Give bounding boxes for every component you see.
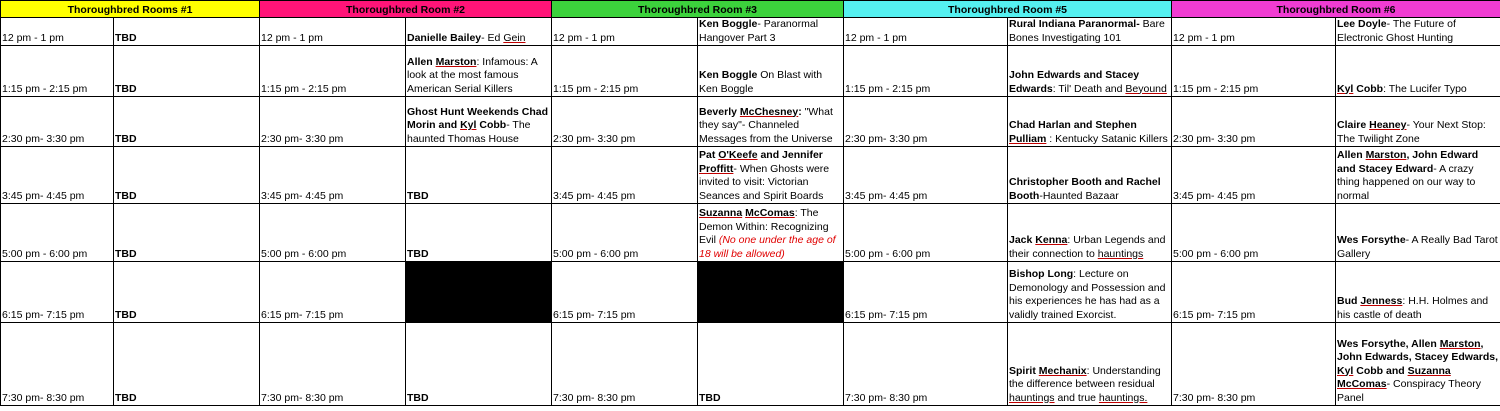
presenter-name: Proffitt bbox=[699, 162, 734, 175]
session-title: Bare Bones Investigating 101 bbox=[1009, 18, 1165, 44]
session-cell[interactable] bbox=[1008, 18, 1172, 46]
session-title: : Infamous: A look at the most famous American Serial Killers bbox=[407, 55, 538, 95]
presenter-name: Mechanix bbox=[1038, 364, 1087, 377]
presenter-name: Kyl bbox=[460, 119, 477, 131]
time-cell[interactable]: 2:30 pm- 3:30 pm bbox=[1172, 97, 1336, 147]
session-title: - The haunted Thomas House bbox=[407, 119, 531, 145]
presenter-name: , John Edwards, Stacey Edwards, bbox=[1337, 337, 1499, 363]
session-title: and true bbox=[1054, 391, 1099, 404]
session-title: - Your Next Stop: The Twilight Zone bbox=[1337, 119, 1486, 145]
time-cell[interactable]: 5:00 pm - 6:00 pm bbox=[1, 204, 114, 262]
header-room-5[interactable]: Thoroughbred Room #5 bbox=[844, 1, 1172, 18]
session-title: - A crazy thing happened on our way to normal bbox=[1337, 162, 1476, 202]
time-cell[interactable]: 12 pm - 1 pm bbox=[260, 18, 406, 46]
session-cell[interactable] bbox=[406, 97, 552, 147]
session-cell[interactable] bbox=[1008, 46, 1172, 97]
header-row bbox=[1, 1, 1500, 18]
session-cell[interactable]: TBD bbox=[114, 97, 260, 147]
session-title: : Lecture on Demonology and Possession and his experiences he has had as a validly trained Exorcist. bbox=[1009, 268, 1166, 321]
time-cell[interactable]: 1:15 pm - 2:15 pm bbox=[260, 46, 406, 97]
session-title: - The Future of Electronic Ghost Hunting bbox=[1337, 18, 1456, 44]
presenter-name: Bud bbox=[1337, 295, 1361, 307]
session-cell[interactable]: TBD bbox=[406, 147, 552, 204]
time-cell[interactable]: 6:15 pm- 7:15 pm bbox=[1172, 262, 1336, 323]
time-cell[interactable]: 3:45 pm- 4:45 pm bbox=[844, 147, 1008, 204]
header-room-3[interactable]: Thoroughbred Room #3 bbox=[552, 1, 844, 18]
presenter-name: Heaney bbox=[1369, 119, 1407, 131]
presenter-name: Cobb and bbox=[1353, 364, 1408, 377]
presenter-name: Suzanna bbox=[1407, 364, 1451, 377]
time-cell[interactable]: 6:15 pm- 7:15 pm bbox=[844, 262, 1008, 323]
session-title: Beyound bbox=[1125, 82, 1167, 95]
presenter-name: Spirit bbox=[1009, 364, 1039, 377]
session-cell[interactable] bbox=[698, 147, 844, 204]
session-cell[interactable]: TBD bbox=[114, 262, 260, 323]
session-cell[interactable] bbox=[1336, 18, 1500, 46]
presenter-name: O'Keefe bbox=[718, 149, 758, 161]
presenter-name: Allen bbox=[407, 55, 436, 68]
session-cell[interactable] bbox=[1336, 46, 1500, 97]
time-cell[interactable]: 7:30 pm- 8:30 pm bbox=[260, 323, 406, 406]
presenter-name: Christopher Booth and Rachel Booth bbox=[1009, 176, 1161, 202]
blocked-cell bbox=[406, 262, 552, 323]
session-title: "What they say"- Channeled Messages from the Universe bbox=[699, 105, 833, 145]
presenter-name: Marston bbox=[1439, 337, 1481, 350]
presenter-name: Bishop Long bbox=[1009, 268, 1074, 280]
table-row bbox=[1, 147, 1500, 204]
presenter-name: Chad Harlan and Stephen bbox=[1009, 119, 1137, 131]
session-cell[interactable] bbox=[698, 97, 844, 147]
session-title: : The Lucifer Typo bbox=[1383, 82, 1467, 95]
session-cell[interactable] bbox=[1008, 147, 1172, 204]
session-cell[interactable] bbox=[1008, 262, 1172, 323]
presenter-name: Jenness bbox=[1360, 295, 1403, 307]
time-cell[interactable]: 12 pm - 1 pm bbox=[1172, 18, 1336, 46]
presenter-name: Ghost Hunt Weekends Chad Morin and bbox=[407, 105, 548, 131]
time-cell[interactable]: 3:45 pm- 4:45 pm bbox=[1, 147, 114, 204]
session-title: - A Really Bad Tarot Gallery bbox=[1337, 234, 1498, 260]
presenter-name: Suzanna bbox=[699, 207, 743, 219]
time-cell[interactable]: 2:30 pm- 3:30 pm bbox=[260, 97, 406, 147]
presenter-name: Marston bbox=[435, 55, 477, 68]
presenter-name: and Jennifer bbox=[757, 149, 823, 161]
presenter-name: Kyl bbox=[1337, 82, 1354, 95]
time-cell[interactable]: 7:30 pm- 8:30 pm bbox=[1172, 323, 1336, 406]
presenter-name: Allen bbox=[1337, 149, 1366, 161]
table-row bbox=[1, 323, 1500, 406]
presenter-name: , John Edward and Stacey Edward bbox=[1337, 149, 1479, 175]
session-cell[interactable] bbox=[1008, 323, 1172, 406]
session-title: hauntings bbox=[1009, 391, 1055, 404]
table-row bbox=[1, 18, 1500, 46]
time-cell[interactable]: 7:30 pm- 8:30 pm bbox=[844, 323, 1008, 406]
age-restriction-note: (No one under the age of 18 will be allowed) bbox=[699, 234, 836, 260]
session-title: - Paranormal Hangover Part 3 bbox=[699, 18, 819, 44]
session-cell[interactable]: TBD bbox=[406, 323, 552, 406]
time-cell[interactable]: 7:30 pm- 8:30 pm bbox=[552, 323, 698, 406]
presenter-name: Rural Indiana Paranormal- bbox=[1009, 18, 1140, 30]
presenter-name: Kyl bbox=[1337, 364, 1354, 377]
session-title: : Til' Death and bbox=[1052, 82, 1126, 95]
time-cell[interactable]: 1:15 pm - 2:15 pm bbox=[1172, 46, 1336, 97]
time-cell[interactable]: 1:15 pm - 2:15 pm bbox=[844, 46, 1008, 97]
session-title: - Conspiracy Theory Panel bbox=[1337, 378, 1481, 404]
session-title: : Understanding the difference between residual bbox=[1009, 364, 1161, 390]
time-cell[interactable]: 3:45 pm- 4:45 pm bbox=[1172, 147, 1336, 204]
table-row bbox=[1, 97, 1500, 147]
presenter-name: Kenna bbox=[1035, 234, 1068, 246]
presenter-name: Cobb bbox=[1353, 82, 1384, 95]
session-cell[interactable]: TBD bbox=[114, 323, 260, 406]
session-cell[interactable] bbox=[698, 46, 844, 97]
presenter-name: McComas bbox=[1337, 378, 1387, 390]
table-row bbox=[1, 262, 1500, 323]
presenter-name: Ken Boggle bbox=[699, 18, 758, 30]
session-cell[interactable] bbox=[1336, 147, 1500, 204]
presenter-name: Ken Boggle bbox=[699, 69, 758, 81]
presenter-name: Wes Forsythe, Allen bbox=[1337, 337, 1440, 350]
time-cell[interactable]: 2:30 pm- 3:30 pm bbox=[552, 97, 698, 147]
session-title: Gein bbox=[503, 31, 526, 44]
session-title: : H.H. Holmes and his castle of death bbox=[1337, 295, 1489, 321]
time-cell[interactable]: 1:15 pm - 2:15 pm bbox=[552, 46, 698, 97]
session-title: On Blast with Ken Boggle bbox=[699, 69, 823, 95]
time-cell[interactable]: 3:45 pm- 4:45 pm bbox=[552, 147, 698, 204]
header-room-1[interactable]: Thoroughbred Rooms #1 bbox=[1, 1, 260, 18]
session-cell[interactable] bbox=[1336, 323, 1500, 406]
time-cell[interactable]: 12 pm - 1 pm bbox=[1, 18, 114, 46]
time-cell[interactable]: 7:30 pm- 8:30 pm bbox=[1, 323, 114, 406]
session-title: hauntings. bbox=[1098, 391, 1148, 404]
time-cell[interactable]: 5:00 pm - 6:00 pm bbox=[260, 204, 406, 262]
session-cell[interactable] bbox=[698, 204, 844, 262]
session-title: hauntings bbox=[1097, 247, 1144, 260]
session-cell[interactable] bbox=[1008, 97, 1172, 147]
session-title: - Ed bbox=[481, 31, 504, 44]
session-cell[interactable]: TBD bbox=[114, 18, 260, 46]
session-title: -Haunted Bazaar bbox=[1039, 189, 1119, 202]
time-cell[interactable]: 3:45 pm- 4:45 pm bbox=[260, 147, 406, 204]
time-cell[interactable]: 2:30 pm- 3:30 pm bbox=[844, 97, 1008, 147]
session-cell[interactable] bbox=[1336, 204, 1500, 262]
presenter-name: Jack bbox=[1009, 234, 1036, 246]
presenter-name: : bbox=[798, 105, 802, 118]
session-title: : The Demon Within: Recognizing Evil bbox=[699, 207, 829, 246]
presenter-name: Danielle Bailey bbox=[407, 31, 482, 44]
presenter-name: Pat bbox=[699, 149, 719, 161]
session-cell[interactable] bbox=[1336, 97, 1500, 147]
presenter-name: Lee Doyle bbox=[1337, 18, 1387, 30]
time-cell[interactable]: 5:00 pm - 6:00 pm bbox=[844, 204, 1008, 262]
blocked-cell bbox=[698, 262, 844, 323]
session-cell[interactable] bbox=[406, 18, 552, 46]
session-title: : Kentucky Satanic Killers bbox=[1046, 132, 1168, 145]
presenter-name: Wes Forsythe bbox=[1337, 234, 1406, 246]
presenter-name: Pulliam bbox=[1009, 132, 1047, 145]
session-cell[interactable] bbox=[1008, 204, 1172, 262]
session-cell[interactable] bbox=[1336, 262, 1500, 323]
session-cell[interactable]: TBD bbox=[114, 147, 260, 204]
table-row bbox=[1, 46, 1500, 97]
time-cell[interactable]: 6:15 pm- 7:15 pm bbox=[260, 262, 406, 323]
presenter-name: Claire bbox=[1337, 119, 1370, 131]
session-title: : Urban Legends and their connection to bbox=[1009, 234, 1166, 260]
presenter-name: McComas bbox=[745, 207, 795, 219]
time-cell[interactable]: 12 pm - 1 pm bbox=[844, 18, 1008, 46]
time-cell[interactable]: 6:15 pm- 7:15 pm bbox=[1, 262, 114, 323]
time-cell[interactable]: 12 pm - 1 pm bbox=[552, 18, 698, 46]
session-cell[interactable]: TBD bbox=[406, 204, 552, 262]
header-room-2[interactable]: Thoroughbred Room #2 bbox=[260, 1, 552, 18]
time-cell[interactable]: 6:15 pm- 7:15 pm bbox=[552, 262, 698, 323]
session-cell[interactable] bbox=[406, 46, 552, 97]
time-cell[interactable]: 5:00 pm - 6:00 pm bbox=[1172, 204, 1336, 262]
presenter-name: McChesney bbox=[739, 105, 799, 118]
time-cell[interactable]: 2:30 pm- 3:30 pm bbox=[1, 97, 114, 147]
table-row bbox=[1, 204, 1500, 262]
session-cell[interactable]: TBD bbox=[114, 46, 260, 97]
header-room-6[interactable]: Thoroughbred Room #6 bbox=[1172, 1, 1500, 18]
presenter-name: Beverly bbox=[699, 105, 740, 118]
session-cell[interactable] bbox=[698, 18, 844, 46]
session-cell[interactable]: TBD bbox=[114, 204, 260, 262]
session-cell[interactable]: TBD bbox=[698, 323, 844, 406]
session-title: - When Ghosts were invited to visit: Victorian Seances and Spirit Boards bbox=[699, 162, 830, 202]
presenter-name: John Edwards and Stacey Edwards bbox=[1009, 69, 1140, 95]
presenter-name: Cobb bbox=[476, 119, 507, 131]
presenter-name: Marston bbox=[1365, 149, 1407, 161]
time-cell[interactable]: 1:15 pm - 2:15 pm bbox=[1, 46, 114, 97]
time-cell[interactable]: 5:00 pm - 6:00 pm bbox=[552, 204, 698, 262]
